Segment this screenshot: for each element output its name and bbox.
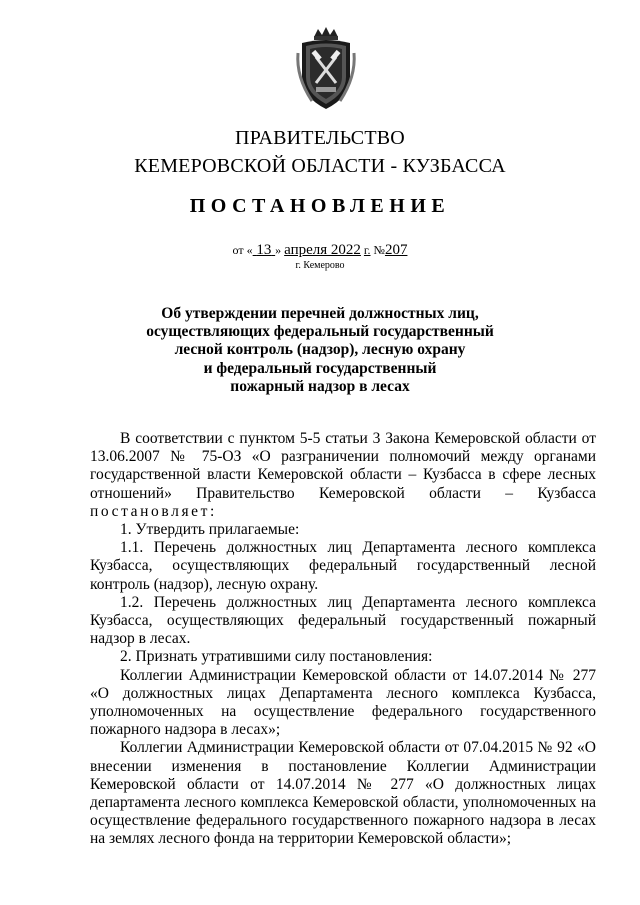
item-1-1: 1.1. Перечень должностных лиц Департамента лесного комплекса Кузбасса, осуществляющих федеральный государственный лесной контроль (надзор), лесную охрану.	[90, 539, 596, 593]
title-line: лесной контроль (надзор), лесную охрану	[174, 341, 466, 359]
title-line: пожарный надзор в лесах	[230, 377, 410, 395]
date-year-suffix: г.	[363, 243, 371, 257]
preamble-paragraph: В соответствии с пунктом 5-5 статьи 3 Закона Кемеровской области от 13.06.2007 № 75-ОЗ «О разграничении полномочий между органами государственной власти Кемеровской области – Кузбасса в сфере лесных отношений» Правительство Кемеровской области – Кузбасса	[90, 430, 596, 502]
government-name-line1: ПРАВИТЕЛЬСТВО	[235, 127, 405, 149]
repeal-item-1: Коллегии Администрации Кемеровской области от 14.07.2014 № 277 «О должностных лицах Департамента лесного комплекса Кузбасса, уполномоченных на осуществление федерального государственного пожарного надзора в лесах»;	[90, 666, 596, 739]
title-line: осуществляющих федеральный государственный	[146, 323, 494, 341]
kuzbass-coat-of-arms-icon	[294, 27, 358, 111]
date-day: 13	[256, 242, 272, 258]
document-title	[0, 305, 640, 396]
repeal-item-2: Коллегии Администрации Кемеровской области от 07.04.2015 № 92 «О внесении изменения в постановление Коллегии Администрации Кемеровской области от 14.07.2014 № 277 «О должностных лицах департамента лесного комплекса Кемеровской области, уполномоченных на осуществление федерального государственного пожарного надзора в лесах на землях лесного фонда на территории Кемеровской области»;	[90, 739, 596, 848]
item-1: 1. Утвердить прилагаемые:	[120, 521, 300, 539]
item-2: 2. Признать утратившими силу постановления:	[120, 648, 433, 666]
date-month-year: апреля 2022	[284, 242, 361, 258]
title-line: Об утверждении перечней должностных лиц,	[161, 305, 479, 322]
document-number: 207	[384, 242, 408, 258]
date-sep: »	[275, 243, 282, 257]
document-dateline	[0, 242, 640, 259]
title-line: и федеральный государственный	[203, 359, 437, 377]
resolve-word: постановляет:	[90, 502, 217, 520]
government-name-line2: КЕМЕРОВСКОЙ ОБЛАСТИ - КУЗБАССА	[134, 155, 506, 177]
document-body	[90, 430, 596, 849]
document-city: г. Кемерово	[295, 260, 345, 271]
item-1-2: 1.2. Перечень должностных лиц Департамента лесного комплекса Кузбасса, осуществляющих федеральный государственный пожарный надзор в лесах.	[90, 593, 596, 648]
number-label: №	[373, 243, 385, 257]
date-prefix: от «	[232, 243, 253, 257]
document-type-title: ПОСТАНОВЛЕНИЕ	[189, 195, 451, 217]
